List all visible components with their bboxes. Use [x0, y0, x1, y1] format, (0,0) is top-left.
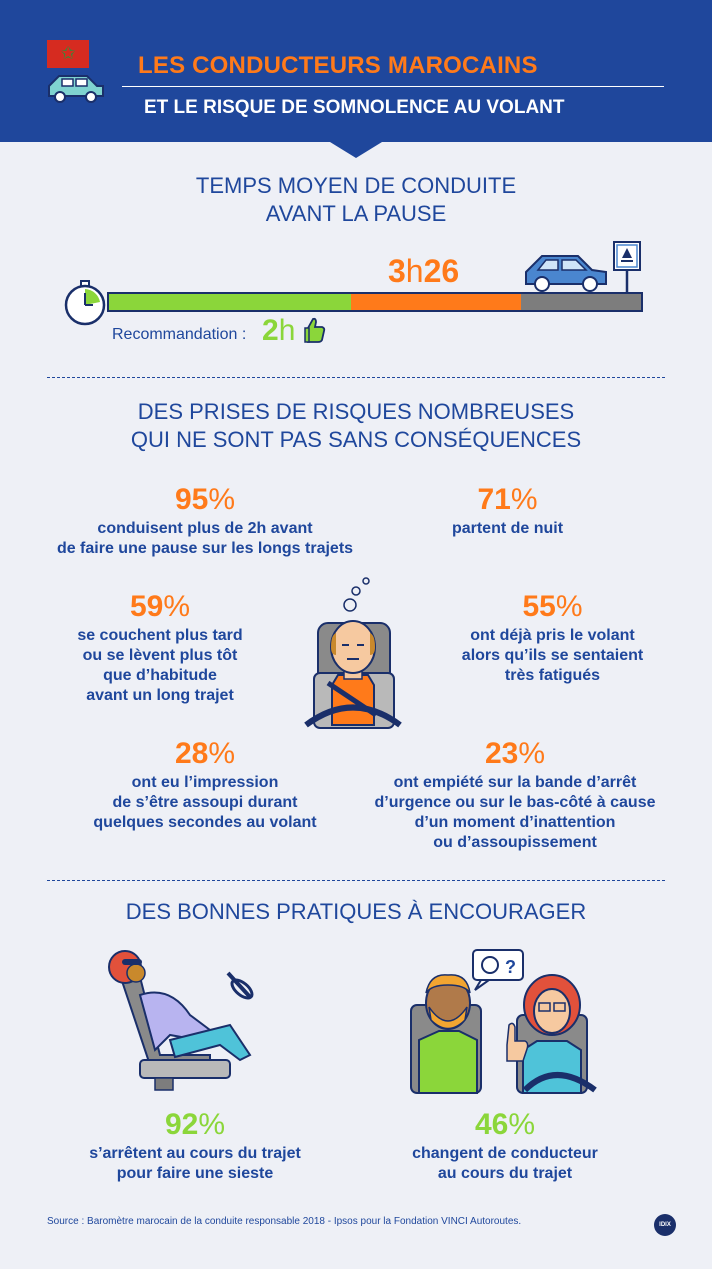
stat-95: 95% conduisent plus de 2h avant de faire une pause sur les longs trajets [56, 483, 354, 557]
header-notch [330, 142, 382, 158]
thumbs-up-icon [304, 316, 326, 344]
page-subtitle: ET LE RISQUE DE SOMNOLENCE AU VOLANT [144, 97, 565, 118]
excess-drive-bar [351, 292, 521, 312]
stat-55: 55% ont déjà pris le volant alors qu’ils se sentaient très fatigués [461, 590, 644, 684]
title-divider [122, 86, 664, 87]
section-divider [47, 377, 665, 378]
svg-text:?: ? [505, 957, 516, 977]
stat-23: 23% ont empiété sur la bande d’arrêt d’urgence ou sur le bas-côté à cause d’un moment d’inattention ou d’assoupissement [374, 737, 656, 851]
brand-logo: IDIX [654, 1214, 676, 1236]
sleepy-driver-icon [298, 575, 408, 735]
drive-time-title: TEMPS MOYEN DE CONDUITE AVANT LA PAUSE [195, 173, 517, 226]
morocco-flag-icon: ✩ [47, 40, 89, 68]
napping-driver-icon [100, 945, 275, 1095]
page-title: LES CONDUCTEURS MAROCAINS [138, 52, 538, 79]
stat-59: 59% se couchent plus tard ou se lèvent plus tôt que d’habitude avant un long trajet [77, 590, 243, 704]
stat-71: 71% partent de nuit [451, 483, 564, 537]
average-drive-time: 3h26 [388, 253, 460, 289]
source-note: Source : Baromètre marocain de la conduite responsable 2018 - Ipsos pour la Fondation VINCI Autoroutes. [47, 1216, 522, 1227]
risks-title: DES PRISES DE RISQUES NOMBREUSES QUI NE SONT PAS SANS CONSÉQUENCES [130, 399, 582, 452]
rest-area-sign-icon [612, 240, 642, 294]
recommendation-value: 2h [262, 314, 296, 347]
stat-28: 28% ont eu l’impression de s’être assoupi durant quelques secondes au volant [93, 737, 317, 831]
car-icon [522, 250, 612, 294]
rest-bar [521, 292, 643, 312]
practices-title: DES BONNES PRATIQUES À ENCOURAGER [125, 899, 587, 924]
car-icon [45, 70, 107, 104]
recommended-drive-bar [107, 292, 351, 312]
stat-92: 92% s’arrêtent au cours du trajet pour faire une sieste [89, 1108, 301, 1182]
stat-46: 46% changent de conducteur au cours du trajet [412, 1108, 598, 1182]
section-divider [47, 880, 665, 881]
stopwatch-icon [62, 280, 108, 326]
header-banner [0, 0, 712, 142]
recommendation-label: Recommandation : [112, 326, 247, 343]
driver-swap-icon [405, 945, 600, 1095]
